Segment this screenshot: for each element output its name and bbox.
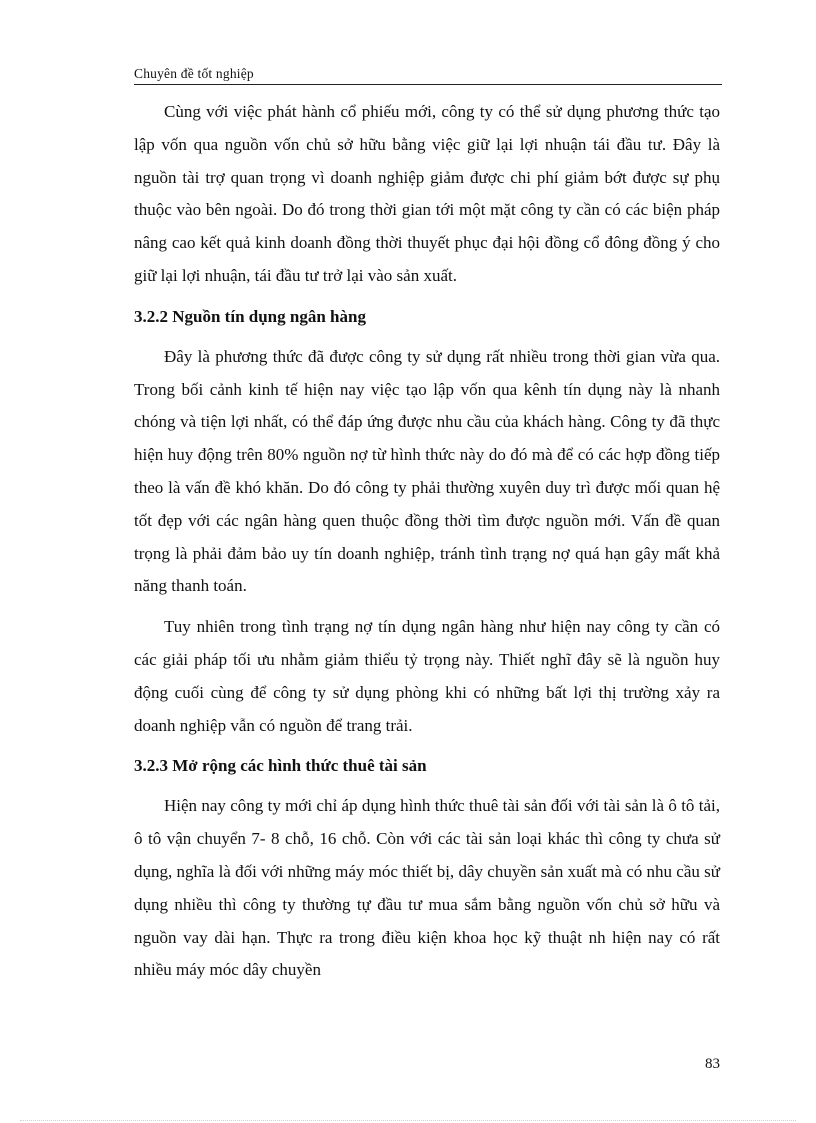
header-rule bbox=[134, 84, 722, 85]
paragraph-asset-leasing: Hiện nay công ty mới chỉ áp dụng hình thức thuê tài sản đối với tài sản là ô tô tải, ô tô vận chuyển 7- 8 chỗ, 16 chỗ. Còn với các tài sản loại khác thì công ty chưa sử dụng, nghĩa là đối với những máy móc thiết bị, dây chuyền sản xuất mà có nhu cầu sử dụng nhiều thì công ty thường tự đầu tư mua sắm bằng nguồn vốn chủ sở hữu và nguồn vay dài hạn. Thực ra trong điều kiện khoa học kỹ thuật nh hiện nay có rất nhiều máy móc dây chuyền bbox=[134, 796, 720, 980]
running-header: Chuyên đề tốt nghiệp bbox=[134, 66, 254, 81]
page-number: 83 bbox=[705, 1056, 720, 1072]
page-bottom-rule bbox=[20, 1120, 796, 1121]
section-heading-asset-leasing: 3.2.3 Mở rộng các hình thức thuê tài sản bbox=[134, 756, 427, 776]
section-heading-bank-credit: 3.2.2 Nguồn tín dụng ngân hàng bbox=[134, 306, 366, 326]
page-content bbox=[134, 96, 720, 995]
paragraph-retained-earnings: Cùng với việc phát hành cổ phiếu mới, công ty có thể sử dụng phương thức tạo lập vốn qua nguồn vốn chủ sở hữu bằng việc giữ lại lợi nhuận tái đầu tư. Đây là nguồn tài trợ quan trọng vì doanh nghiệp giảm được chi phí giảm bớt được sự phụ thuộc vào bên ngoài. Do đó trong thời gian tới một mặt công ty cần có các biện pháp nâng cao kết quả kinh doanh đồng thời thuyết phục đại hội đồng cổ đông đồng ý cho giữ lại lợi nhuận, tái đầu tư trở lại vào sản xuất. bbox=[134, 102, 720, 285]
paragraph-bank-credit-solutions: Tuy nhiên trong tình trạng nợ tín dụng ngân hàng như hiện nay công ty cần có các giải pháp tối ưu nhằm giảm thiểu tỷ trọng này. Thiết nghĩ đây sẽ là nguồn huy động cuối cùng để công ty sử dụng phòng khi có những bất lợi thị trường xảy ra doanh nghiệp vẫn có nguồn để trang trải. bbox=[134, 617, 720, 735]
paragraph-bank-credit: Đây là phương thức đã được công ty sử dụng rất nhiều trong thời gian vừa qua. Trong bối cảnh kinh tế hiện nay việc tạo lập vốn qua kênh tín dụng này là nhanh chóng và tiện lợi nhất, có thể đáp ứng được nhu cầu của khách hàng. Công ty đã thực hiện huy động trên 80% nguồn nợ từ hình thức này do đó mà để có các hợp đồng tiếp theo là vấn đề khó khăn. Do đó công ty phải thường xuyên duy trì được mối quan hệ tốt đẹp với các ngân hàng quen thuộc đồng thời tìm được nguồn mới. Vấn đề quan trọng là phải đảm bảo uy tín doanh nghiệp, tránh tình trạng nợ quá hạn gây mất khả năng thanh toán. bbox=[134, 346, 720, 596]
